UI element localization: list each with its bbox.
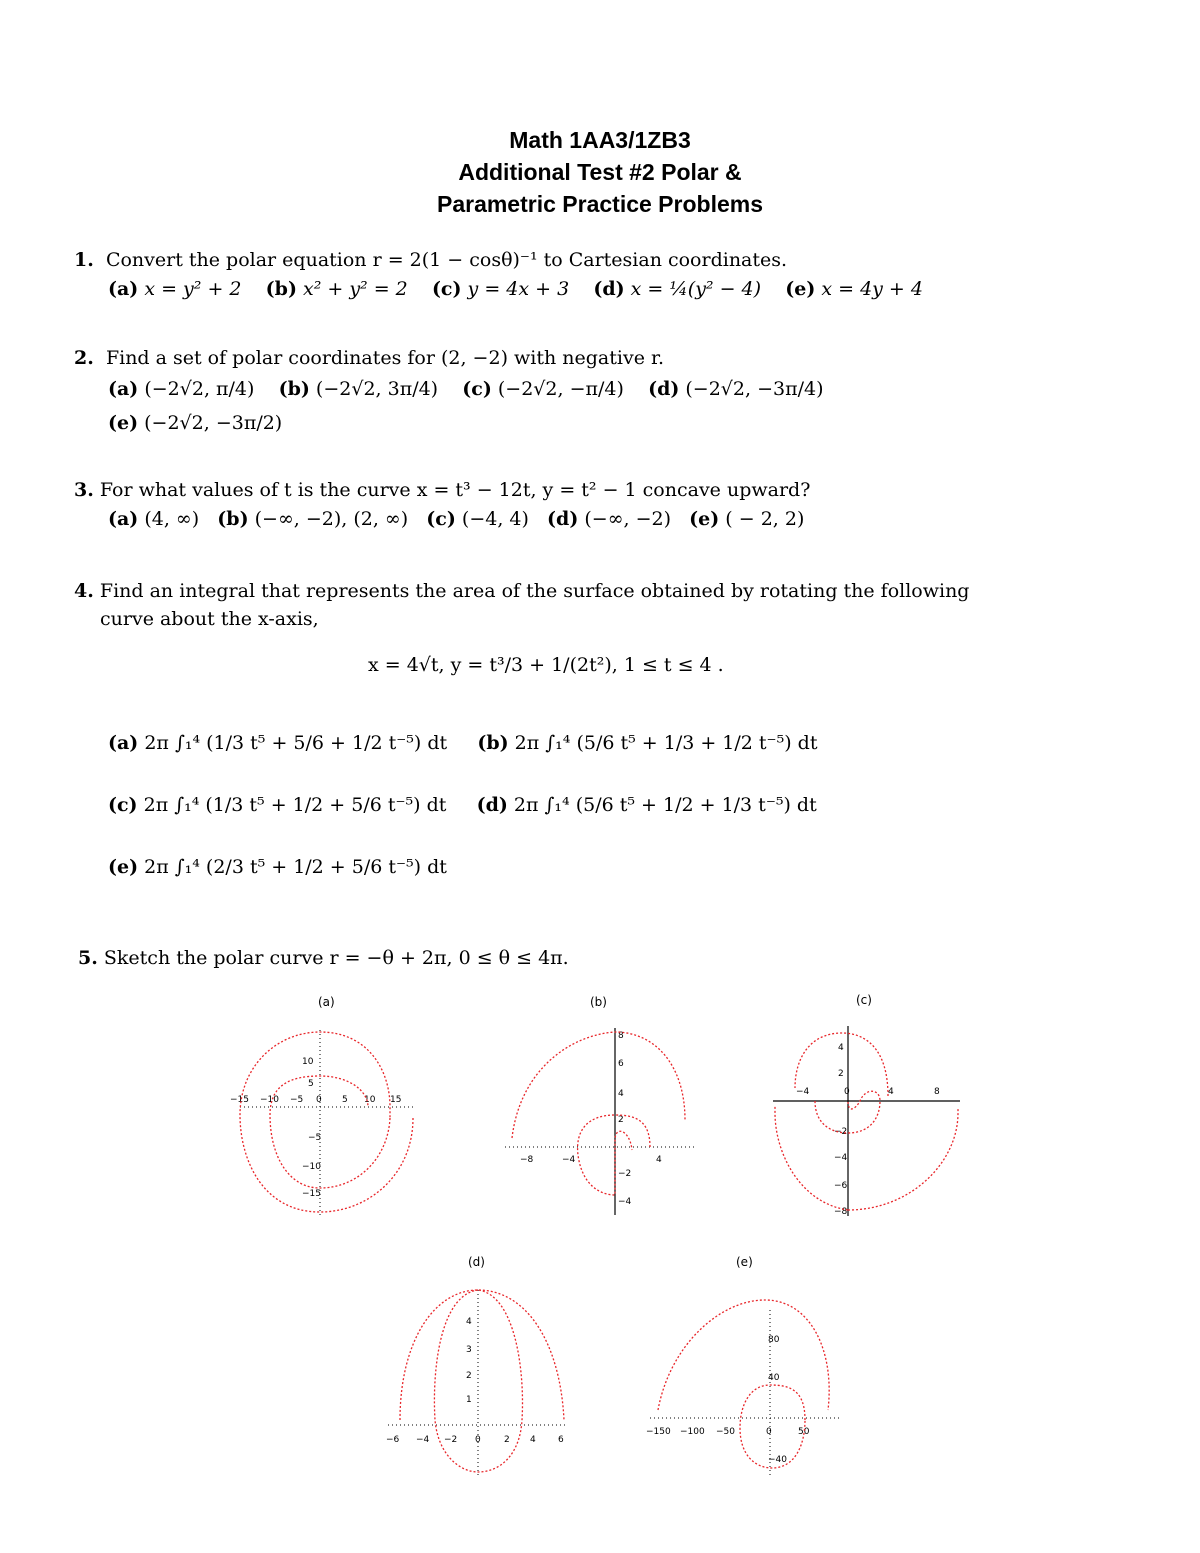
tick-label: 8 <box>618 1031 624 1041</box>
tick-label: −40 <box>768 1455 787 1465</box>
option-label: (d) <box>476 794 508 816</box>
question-4-options-row-2 <box>108 792 817 818</box>
tick-label: −4 <box>618 1197 632 1207</box>
graph-a-svg <box>228 990 428 1230</box>
option-c: 2π ∫₁⁴ (1/3 t⁵ + 1/2 + 5/6 t⁻⁵) dt <box>143 794 447 816</box>
tick-label: 2 <box>838 1069 844 1079</box>
option-label: (e) <box>108 412 139 434</box>
tick-label: 8 <box>934 1087 940 1097</box>
tick-label: 10 <box>364 1095 376 1105</box>
tick-label: 0 <box>475 1435 481 1445</box>
tick-label: 5 <box>342 1095 348 1105</box>
option-label: (a) <box>108 378 139 400</box>
question-5 <box>78 945 569 971</box>
question-2-options <box>108 376 823 402</box>
tick-label: 4 <box>618 1089 624 1099</box>
tick-label: −5 <box>308 1133 322 1143</box>
graph-d-svg <box>380 1250 580 1485</box>
graph-label: (c) <box>856 993 872 1007</box>
tick-label: −4 <box>834 1153 848 1163</box>
tick-label: −15 <box>230 1095 249 1105</box>
graph-e-svg <box>640 1250 850 1485</box>
option-b: 2π ∫₁⁴ (5/6 t⁵ + 1/3 + 1/2 t⁻⁵) dt <box>514 732 818 754</box>
tick-label: 80 <box>768 1335 780 1345</box>
option-label: (a) <box>108 732 139 754</box>
option-label: (b) <box>278 378 310 400</box>
option-b: x² + y² = 2 <box>302 278 408 300</box>
option-a: (−2√2, π/4) <box>144 378 255 400</box>
graph-label: (a) <box>318 995 335 1009</box>
tick-label: −4 <box>796 1087 810 1097</box>
tick-label: −6 <box>386 1435 400 1445</box>
graph-c <box>770 988 965 1223</box>
tick-label: 4 <box>656 1155 662 1165</box>
curve-b-outer <box>512 1032 685 1138</box>
question-4 <box>74 578 984 604</box>
tick-label: 4 <box>466 1317 472 1327</box>
tick-label: 5 <box>308 1079 314 1089</box>
option-e: (−2√2, −3π/2) <box>144 412 283 434</box>
option-label: (d) <box>648 378 680 400</box>
option-c: (−4, 4) <box>461 508 529 530</box>
option-label: (d) <box>547 508 579 530</box>
option-label: (b) <box>477 732 509 754</box>
tick-label: 4 <box>838 1043 844 1053</box>
tick-label: 40 <box>768 1373 780 1383</box>
tick-label: 0 <box>766 1427 772 1437</box>
option-d: (−2√2, −3π/4) <box>685 378 824 400</box>
option-label: (d) <box>593 278 625 300</box>
option-a: 2π ∫₁⁴ (1/3 t⁵ + 5/6 + 1/2 t⁻⁵) dt <box>144 732 448 754</box>
tick-label: 15 <box>390 1095 402 1105</box>
option-d: x = ¼(y² − 4) <box>630 278 762 300</box>
option-d: (−∞, −2) <box>584 508 672 530</box>
curve-e-outer <box>658 1300 829 1410</box>
tick-label: 0 <box>844 1087 850 1097</box>
question-2 <box>74 345 664 371</box>
curve-d-outer <box>400 1290 564 1420</box>
tick-label: 3 <box>466 1345 472 1355</box>
tick-label: 10 <box>302 1057 314 1067</box>
graph-d <box>380 1250 580 1485</box>
title-line-3: Parametric Practice Problems <box>436 191 763 217</box>
tick-label: −5 <box>290 1095 304 1105</box>
tick-label: 6 <box>618 1059 624 1069</box>
option-b: (−2√2, 3π/4) <box>315 378 439 400</box>
tick-label: −15 <box>302 1189 321 1199</box>
title-line-1: Math 1AA3/1ZB3 <box>509 127 691 153</box>
option-e: ( − 2, 2) <box>725 508 805 530</box>
tick-label: −100 <box>680 1427 705 1437</box>
tick-label: 2 <box>618 1115 624 1125</box>
tick-label: 6 <box>558 1435 564 1445</box>
option-label: (b) <box>217 508 249 530</box>
question-4-text-1: Find an integral that represents the area of the surface obtained by rotating the following <box>99 580 970 602</box>
question-number: 2. <box>74 347 94 369</box>
tick-label: 4 <box>888 1087 894 1097</box>
tick-label: −2 <box>618 1169 632 1179</box>
graph-b-svg <box>500 990 700 1220</box>
question-1-options <box>108 276 923 302</box>
question-3-text: For what values of t is the curve x = t³ − 12t, y = t² − 1 concave upward? <box>99 479 811 501</box>
tick-label: −2 <box>834 1127 848 1137</box>
graph-label: (d) <box>468 1255 485 1269</box>
tick-label: −8 <box>520 1155 534 1165</box>
question-number: 4. <box>74 580 94 602</box>
option-label: (b) <box>265 278 297 300</box>
question-3-options <box>108 506 804 532</box>
tick-label: 2 <box>504 1435 510 1445</box>
question-1 <box>74 247 787 273</box>
question-4-options-row-3 <box>108 854 447 880</box>
tick-label: −50 <box>716 1427 735 1437</box>
option-a: (4, ∞) <box>144 508 200 530</box>
option-label: (e) <box>689 508 720 530</box>
question-number: 1. <box>74 249 94 271</box>
graph-e <box>640 1250 850 1485</box>
option-label: (c) <box>426 508 456 530</box>
option-label: (a) <box>108 508 139 530</box>
question-2-options-row-2 <box>108 410 282 436</box>
curve-a-outer <box>240 1032 413 1212</box>
option-label: (a) <box>108 278 139 300</box>
tick-label: 4 <box>530 1435 536 1445</box>
tick-label: −6 <box>834 1181 848 1191</box>
option-c: y = 4x + 3 <box>467 278 570 300</box>
option-c: (−2√2, −π/4) <box>497 378 624 400</box>
question-1-text: Convert the polar equation r = 2(1 − cosθ)⁻¹ to Cartesian coordinates. <box>105 249 788 271</box>
question-4-curve: x = 4√t, y = t³/3 + 1/(2t²), 1 ≤ t ≤ 4 . <box>368 654 724 676</box>
graph-c-svg <box>770 988 965 1223</box>
page-title <box>0 124 1200 220</box>
tick-label: −10 <box>302 1162 321 1172</box>
title-line-2: Additional Test #2 Polar & <box>458 159 742 185</box>
option-e: x = 4y + 4 <box>821 278 923 300</box>
question-4-options-row-1 <box>108 730 817 756</box>
tick-label: −4 <box>562 1155 576 1165</box>
option-label: (c) <box>462 378 492 400</box>
curve-c-outer-right <box>848 1108 958 1210</box>
graph-b <box>500 990 700 1220</box>
graph-a <box>228 990 428 1230</box>
tick-label: −4 <box>416 1435 430 1445</box>
tick-label: 2 <box>466 1371 472 1381</box>
question-3 <box>74 477 810 503</box>
question-2-text: Find a set of polar coordinates for (2, −2) with negative r. <box>105 347 665 369</box>
graph-label: (b) <box>590 995 607 1009</box>
option-d: 2π ∫₁⁴ (5/6 t⁵ + 1/2 + 1/3 t⁻⁵) dt <box>513 794 817 816</box>
tick-label: 1 <box>466 1395 472 1405</box>
option-a: x = y² + 2 <box>144 278 242 300</box>
question-4-text-2: curve about the x-axis, <box>100 608 319 630</box>
option-label: (c) <box>108 794 138 816</box>
tick-label: −8 <box>834 1207 848 1217</box>
tick-label: −2 <box>444 1435 458 1445</box>
tick-label: −150 <box>646 1427 671 1437</box>
option-label: (c) <box>431 278 462 300</box>
question-number: 3. <box>74 479 94 501</box>
option-label: (e) <box>785 278 816 300</box>
curve-a-inner <box>270 1076 390 1188</box>
graph-label: (e) <box>736 1255 753 1269</box>
option-b: (−∞, −2), (2, ∞) <box>254 508 409 530</box>
tick-label: 0 <box>316 1095 322 1105</box>
question-number: 5. <box>78 947 98 969</box>
option-label: (e) <box>108 856 139 878</box>
question-5-text: Sketch the polar curve r = −θ + 2π, 0 ≤ θ ≤ 4π. <box>103 947 569 969</box>
option-e: 2π ∫₁⁴ (2/3 t⁵ + 1/2 + 5/6 t⁻⁵) dt <box>144 856 447 878</box>
tick-label: 50 <box>798 1427 810 1437</box>
curve-b-inner <box>578 1115 650 1195</box>
tick-label: −10 <box>260 1095 279 1105</box>
